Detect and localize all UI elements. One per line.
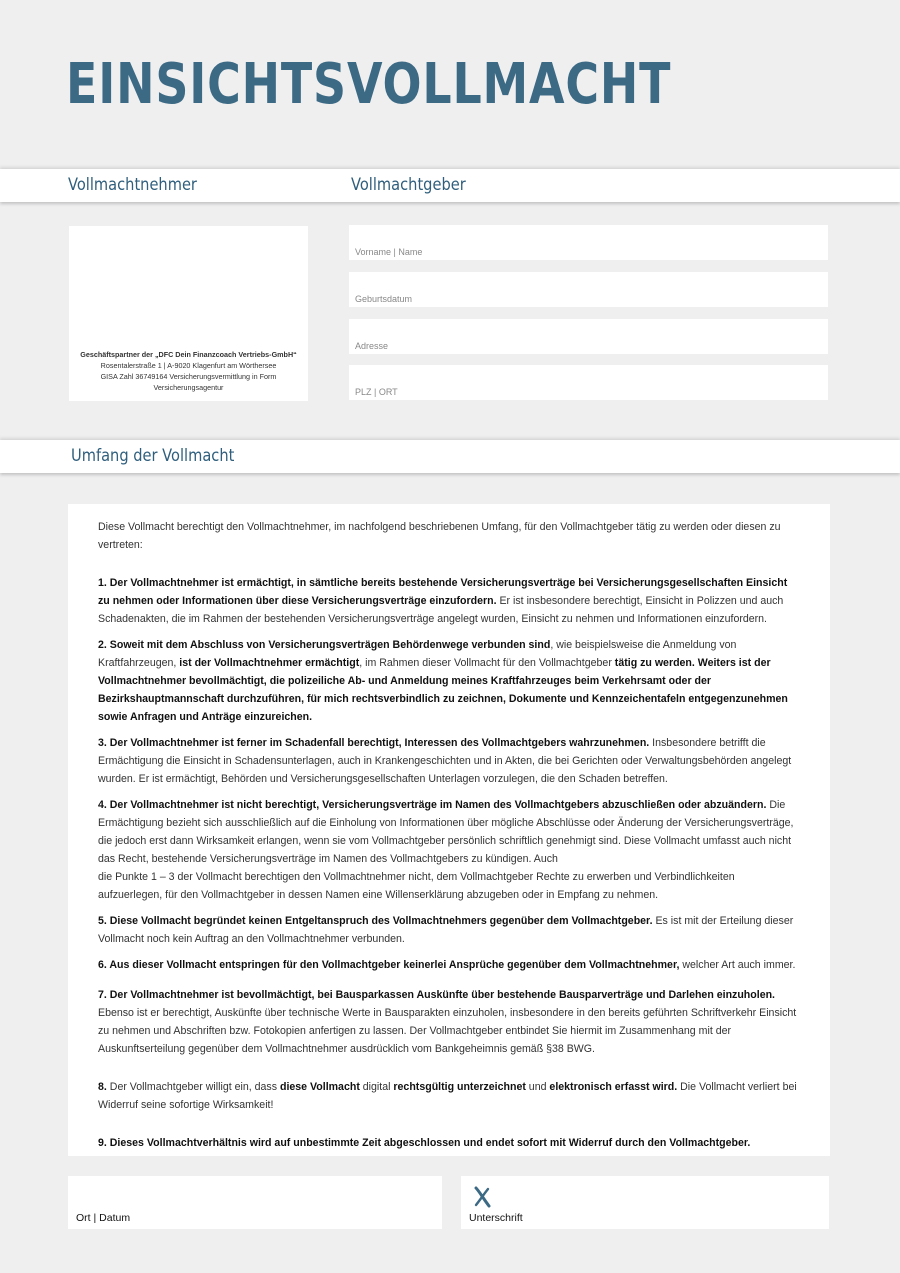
place-date-label: Ort | Datum	[76, 1212, 131, 1224]
paragraph-7-bold: 7. Der Vollmachtnehmer ist bevollmächtigt, bei Bausparkassen Auskünfte über bestehende Bausparverträge und Darlehen einzuholen.	[98, 989, 776, 1001]
heading-umfang: Umfang der Vollmacht	[71, 446, 235, 466]
paragraph-8	[98, 1078, 800, 1114]
vollmachtnehmer-box	[69, 226, 308, 401]
address-field-label: Adresse	[355, 341, 389, 351]
paragraph-3-bold: 3. Der Vollmachtnehmer ist ferner im Schadenfall berechtigt, Interessen des Vollmachtgebers wahrzunehmen.	[98, 737, 650, 749]
paragraph-6	[98, 956, 800, 974]
heading-vollmachtgeber: Vollmachtgeber	[351, 175, 466, 195]
paragraph-8-bold-4: elektronisch erfasst wird.	[549, 1081, 678, 1093]
birthdate-field-label: Geburtsdatum	[355, 294, 413, 304]
paragraph-2-text-1: , wie beispielsweise die Anmeldung von Kraftfahrzeugen,	[98, 639, 737, 669]
page-title: EINSICHTSVOLLMACHT	[66, 52, 672, 117]
zip-city-field[interactable]	[349, 365, 828, 400]
paragraph-7-text: Ebenso ist er berechtigt, Auskünfte über technische Werte in Bausparakten einzuholen, insbesondere in den bereits geführten Schriftverkehr Einsicht zu nehmen und Abschriften bzw. Fotokopien anfertigen zu lassen. Der Vollmachtgeber entbindet Sie hiermit im Zusammenhang mit der Auskunftserteilung gegenüber dem Vollmachtnehmer ausdrücklich vom Bankgeheimnis gemäß §38 BWG.	[98, 1007, 797, 1055]
paragraph-2-bold-2: ist der Vollmachtnehmer ermächtigt	[179, 657, 360, 669]
paragraph-2-bold-3: tätig zu werden. Weiters ist der Vollmachtnehmer bevollmächtigt, die polizeiliche Ab- und Anmeldung meines Kraftfahrzeuges beim Verkehrsamt oder der Bezirkshauptmannschaft durchzuführen, für mich rechtsverbindlich zu zeichnen, Dokumente und Kennzeichentafeln entgegenzunehmen sowie Anfragen und Anträge einzureichen.	[98, 657, 788, 723]
paragraph-8-text-2: digital	[359, 1081, 394, 1093]
signature-label: Unterschrift	[469, 1212, 523, 1224]
company-line-2: Rosentalerstraße 1 | A-9020 Klagenfurt am Wörthersee	[100, 361, 277, 370]
company-line-1: Geschäftspartner der „DFC Dein Finanzcoach Vertriebs-GmbH“	[80, 350, 297, 359]
paragraph-4-text: Die Ermächtigung bezieht sich ausschließlich auf die Einholung von Informationen über mögliche Abschlüsse oder Änderung der Versicherungsverträge, die jedoch erst dann Wirksamkeit erlangen, wenn sie vom Vollmachtgeber persönlich schriftlich genehmigt sind. Diese Vollmacht umfasst auch nicht das Recht, bestehende Versicherungsverträge im Namen des Vollmachtgebers zu kündigen. Auch	[98, 799, 794, 865]
paragraph-8-bold-3: rechtsgültig unterzeichnet	[393, 1081, 526, 1093]
paragraph-6-text: welcher Art auch immer.	[679, 959, 796, 971]
paragraph-3-text: Insbesondere betrifft die Ermächtigung die Einsicht in Schadensunterlagen, auch in Krankengeschichten und in Akten, die bei Gerichten oder Verwaltungsbehörden angelegt wurden. Er ist ermächtigt, Behörden und Versicherungsgesellschaften Unterlagen vorzulegen, die den Schaden betreffen.	[98, 737, 792, 785]
paragraph-1-text: Er ist insbesondere berechtigt, Einsicht in Polizzen und auch Schadenakten, die im Rahmen der bestehenden Versicherungsverträge angelegt wurden, Einsicht zu nehmen und Informationen einzufordern.	[98, 595, 784, 625]
paragraph-8-text-3: und	[525, 1081, 550, 1093]
paragraph-9-bold: 9. Dieses Vollmachtverhältnis wird auf unbestimmte Zeit abgeschlossen und endet sofort mit Widerruf durch den Vollmachtgeber.	[98, 1137, 751, 1149]
paragraph-2	[98, 636, 800, 726]
paragraph-8-bold-1: 8.	[98, 1081, 107, 1093]
paragraph-8-text-1: Der Vollmachtgeber willigt ein, dass	[106, 1081, 280, 1093]
signature-x-icon	[473, 1186, 493, 1213]
paragraph-2-text-2: , im Rahmen dieser Vollmacht für den Vollmachtgeber	[359, 657, 615, 669]
name-field[interactable]	[349, 225, 828, 260]
paragraph-9	[98, 1134, 800, 1152]
company-line-3: GISA Zahl 36749164 Versicherungsvermittlung in Form Versicherungsagentur	[100, 372, 277, 392]
intro-text: Diese Vollmacht berechtigt den Vollmachtnehmer, im nachfolgend beschriebenen Umfang, für den Vollmachtgeber tätig zu werden oder diesen zu vertreten:	[98, 521, 781, 551]
paragraph-3	[98, 734, 800, 788]
paragraph-5	[98, 912, 800, 948]
paragraph-8-bold-2: diese Vollmacht	[279, 1081, 360, 1093]
address-field[interactable]	[349, 319, 828, 354]
heading-vollmachtnehmer: Vollmachtnehmer	[68, 175, 197, 195]
paragraph-5-text: Es ist mit der Erteilung dieser Vollmacht noch kein Auftrag an den Vollmachtnehmer verbunden.	[98, 915, 794, 945]
paragraph-4-text-2: die Punkte 1 – 3 der Vollmacht berechtigen den Vollmachtnehmer nicht, dem Vollmachtgeber Rechte zu erwerben und Verbindlichkeiten aufzuerlegen, für den Vollmachtgeber in dessen Namen eine Willenserklärung abzugeben oder in Empfang zu nehmen.	[98, 871, 735, 901]
paragraph-1-bold: 1. Der Vollmachtnehmer ist ermächtigt, in sämtliche bereits bestehende Versicherungsverträge bei Versicherungsgesellschaften Einsicht zu nehmen oder Informationen über diese Versicherungsverträge einzufordern.	[98, 577, 788, 607]
paragraph-8-text-4: Die Vollmacht verliert bei Widerruf seine sofortige Wirksamkeit!	[98, 1081, 797, 1111]
place-date-field[interactable]	[68, 1176, 442, 1229]
paragraph-7	[98, 986, 800, 1058]
paragraph-6-bold: 6. Aus dieser Vollmacht entspringen für den Vollmachtgeber keinerlei Ansprüche gegenüber dem Vollmachtnehmer,	[98, 959, 680, 971]
paragraph-4	[98, 796, 800, 904]
paragraph-4-bold: 4. Der Vollmachtnehmer ist nicht berechtigt, Versicherungsverträge im Namen des Vollmachtgebers abzuschließen oder abzuändern.	[98, 799, 767, 811]
birthdate-field[interactable]	[349, 272, 828, 307]
paragraph-5-bold: 5. Diese Vollmacht begründet keinen Entgeltanspruch des Vollmachtnehmers gegenüber dem Vollmachtgeber.	[98, 915, 653, 927]
paragraph-1	[98, 574, 800, 628]
name-field-label: Vorname | Name	[355, 247, 423, 257]
company-info	[69, 349, 308, 393]
zip-city-field-label: PLZ | ORT	[355, 387, 398, 397]
terms-content	[68, 504, 830, 1156]
signature-field[interactable]	[461, 1176, 829, 1229]
paragraph-2-bold-1: 2. Soweit mit dem Abschluss von Versicherungsverträgen Behördenwege verbunden sind	[98, 639, 551, 651]
